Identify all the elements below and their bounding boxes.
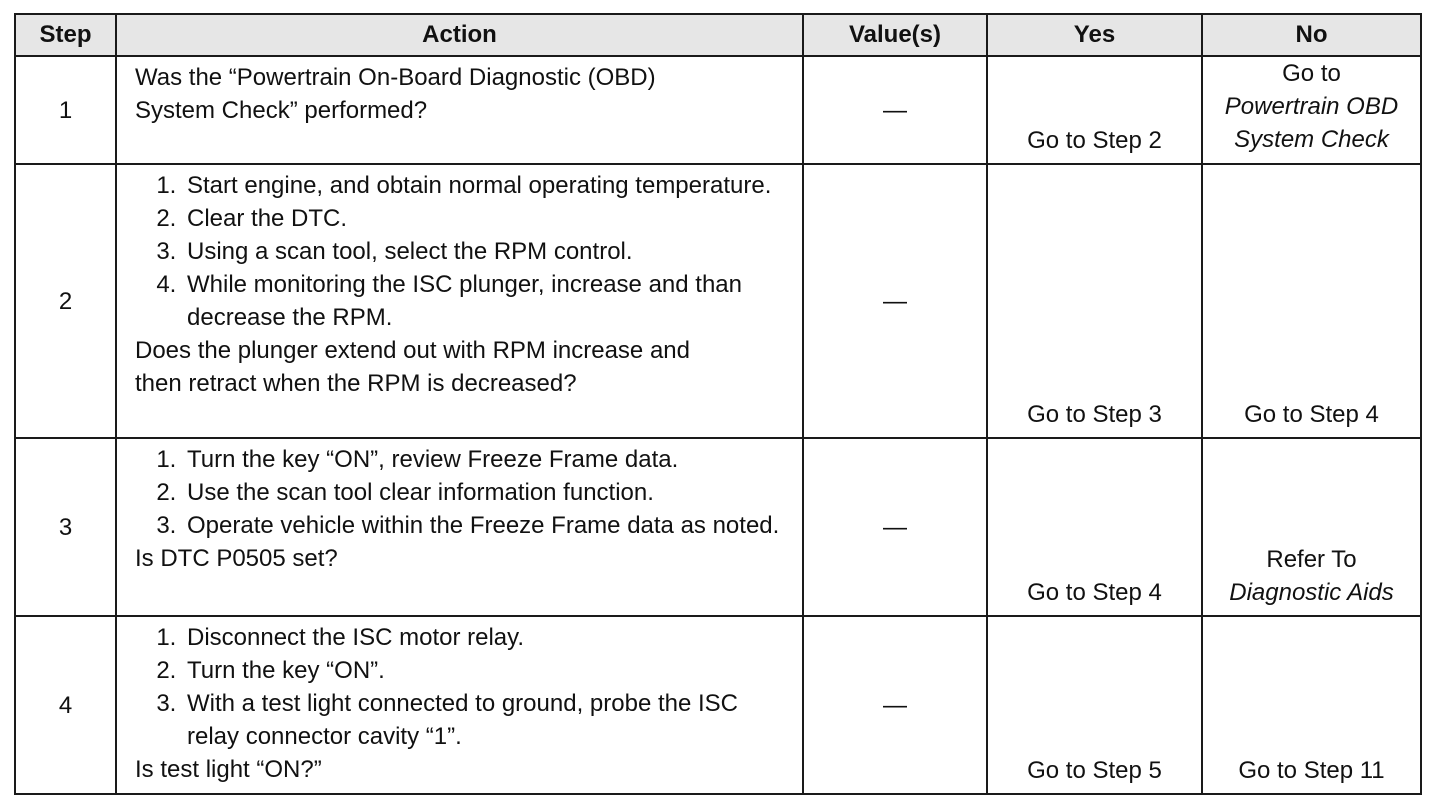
action-step: 1. Turn the key “ON”, review Freeze Frame data. [183,443,792,476]
action-step: 3. Using a scan tool, select the RPM control. [183,235,792,268]
action-cell [116,438,803,616]
no-link-text: Powertrain OBD [1224,93,1399,120]
action-cell [116,616,803,794]
no-link-text: System Check [1234,126,1389,153]
value-cell: — [803,164,987,438]
action-step: 2. Turn the key “ON”. [183,654,792,687]
no-link-text: Diagnostic Aids [1229,579,1394,606]
yes-cell: Go to Step 5 [987,616,1202,794]
action-question: Is test light “ON?” [135,756,322,783]
action-question: Does the plunger extend out with RPM increase and [135,337,690,364]
yes-cell: Go to Step 3 [987,164,1202,438]
header-yes: Yes [987,14,1202,56]
header-action: Action [116,14,803,56]
value-cell: — [803,438,987,616]
table-row [15,616,1421,794]
no-cell [1202,438,1421,616]
action-step: 1. Disconnect the ISC motor relay. [183,621,792,654]
table-row [15,438,1421,616]
action-step: 3. With a test light connected to ground, probe the ISC relay connector cavity “1”. [183,687,792,753]
value-cell: — [803,56,987,164]
header-row [15,14,1421,56]
step-number: 2 [15,164,116,438]
action-question: System Check” performed? [135,97,428,124]
action-cell [116,56,803,164]
header-no: No [1202,14,1421,56]
action-step: 2. Use the scan tool clear information function. [183,476,792,509]
action-steps [135,169,792,334]
diagnostic-table [14,13,1422,795]
action-question: Was the “Powertrain On-Board Diagnostic (OBD) [135,64,656,91]
table-row [15,56,1421,164]
action-question: then retract when the RPM is decreased? [135,370,577,397]
action-step: 2. Clear the DTC. [183,202,792,235]
header-step: Step [15,14,116,56]
no-text: Refer To [1266,546,1357,573]
header-value: Value(s) [803,14,987,56]
action-step: 1. Start engine, and obtain normal operating temperature. [183,169,792,202]
action-question: Is DTC P0505 set? [135,545,338,572]
step-number: 1 [15,56,116,164]
no-cell [1202,56,1421,164]
action-step: 3. Operate vehicle within the Freeze Frame data as noted. [183,509,792,542]
no-cell: Go to Step 11 [1202,616,1421,794]
action-cell [116,164,803,438]
table-row [15,164,1421,438]
no-cell: Go to Step 4 [1202,164,1421,438]
step-number: 4 [15,616,116,794]
action-steps [135,621,792,753]
yes-cell: Go to Step 4 [987,438,1202,616]
step-number: 3 [15,438,116,616]
yes-cell: Go to Step 2 [987,56,1202,164]
action-steps [135,443,792,542]
value-cell: — [803,616,987,794]
no-text: Go to [1282,60,1341,87]
action-step: 4. While monitoring the ISC plunger, increase and than decrease the RPM. [183,268,792,334]
